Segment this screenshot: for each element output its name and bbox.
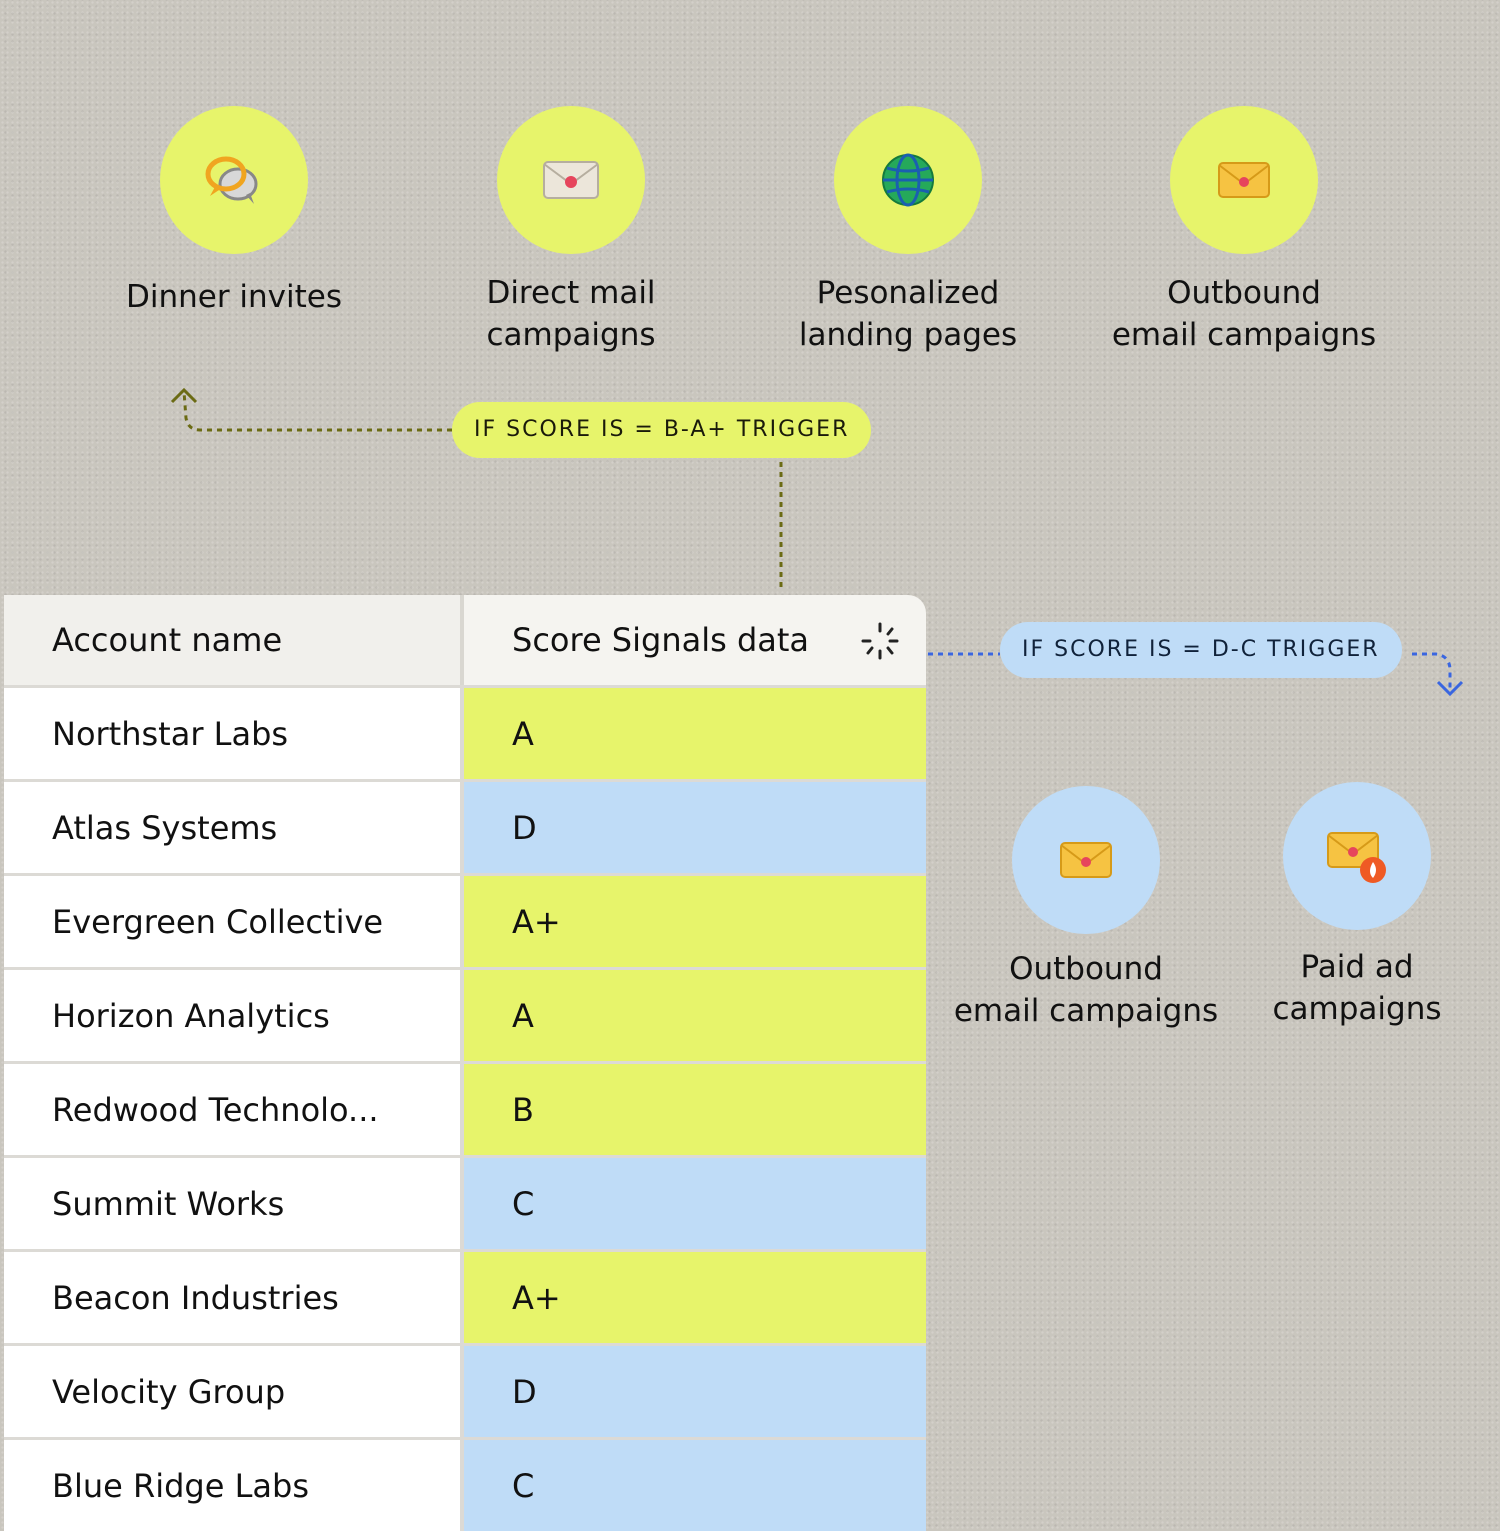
account-name-cell: Velocity Group [4, 1346, 464, 1437]
account-name-cell: Atlas Systems [4, 782, 464, 873]
table-body [4, 685, 926, 1531]
channel-outbound-email-low [936, 786, 1236, 1032]
table-row [4, 1061, 926, 1155]
channel-circle [1283, 782, 1431, 930]
table-header [4, 595, 926, 685]
account-name-cell: Evergreen Collective [4, 876, 464, 967]
low-trigger-connector-right [1412, 654, 1450, 690]
account-name-cell: Redwood Technolo... [4, 1064, 464, 1155]
account-name-cell: Blue Ridge Labs [4, 1440, 464, 1531]
score-cell: A [464, 688, 926, 779]
account-name-cell: Beacon Industries [4, 1252, 464, 1343]
account-name-cell: Northstar Labs [4, 688, 464, 779]
score-cell: C [464, 1158, 926, 1249]
account-name-cell: Summit Works [4, 1158, 464, 1249]
channel-circle [1012, 786, 1160, 934]
envelope-icon [541, 156, 601, 204]
channel-paid-ads [1207, 782, 1500, 1030]
table-row [4, 1155, 926, 1249]
high-trigger-connector [184, 392, 452, 430]
chat-bubbles-icon [202, 150, 266, 210]
table-row [4, 685, 926, 779]
score-signals-header: Score Signals data [464, 595, 926, 685]
globe-icon [880, 152, 936, 208]
table-row [4, 1343, 926, 1437]
channel-personalized-landing-pages [758, 106, 1058, 356]
channel-circle [834, 106, 982, 254]
account-name-header: Account name [4, 595, 464, 685]
channel-outbound-email [1094, 106, 1394, 356]
channel-label: Direct mail campaigns [486, 275, 656, 353]
table-row [4, 1437, 926, 1531]
channel-direct-mail [421, 106, 721, 356]
channel-label: Outbound email campaigns [1111, 275, 1377, 353]
channel-circle [497, 106, 645, 254]
channel-label: Dinner invites [125, 279, 343, 315]
table-row [4, 873, 926, 967]
trigger-high-score-pill: IF SCORE IS = B-A+ TRIGGER [452, 402, 871, 458]
channel-label: Outbound email campaigns [953, 951, 1219, 1029]
table-row [4, 967, 926, 1061]
channel-circle [160, 106, 308, 254]
table-row [4, 1249, 926, 1343]
score-cell: A+ [464, 1252, 926, 1343]
account-name-cell: Horizon Analytics [4, 970, 464, 1061]
loading-spinner-icon [860, 621, 900, 661]
table-row [4, 779, 926, 873]
score-cell: B [464, 1064, 926, 1155]
envelope-icon [1058, 838, 1114, 882]
channel-dinner-invites [84, 106, 384, 318]
channel-label: Paid ad campaigns [1272, 949, 1442, 1027]
score-cell: D [464, 782, 926, 873]
score-cell: D [464, 1346, 926, 1437]
channel-circle [1170, 106, 1318, 254]
score-cell: A [464, 970, 926, 1061]
accounts-score-table [4, 595, 926, 1531]
envelope-icon [1216, 158, 1272, 202]
channel-label: Pesonalized landing pages [798, 275, 1018, 353]
trigger-low-score-pill: IF SCORE IS = D-C TRIGGER [1000, 622, 1402, 678]
score-cell: C [464, 1440, 926, 1531]
score-cell: A+ [464, 876, 926, 967]
envelope-fire-icon [1325, 828, 1389, 884]
